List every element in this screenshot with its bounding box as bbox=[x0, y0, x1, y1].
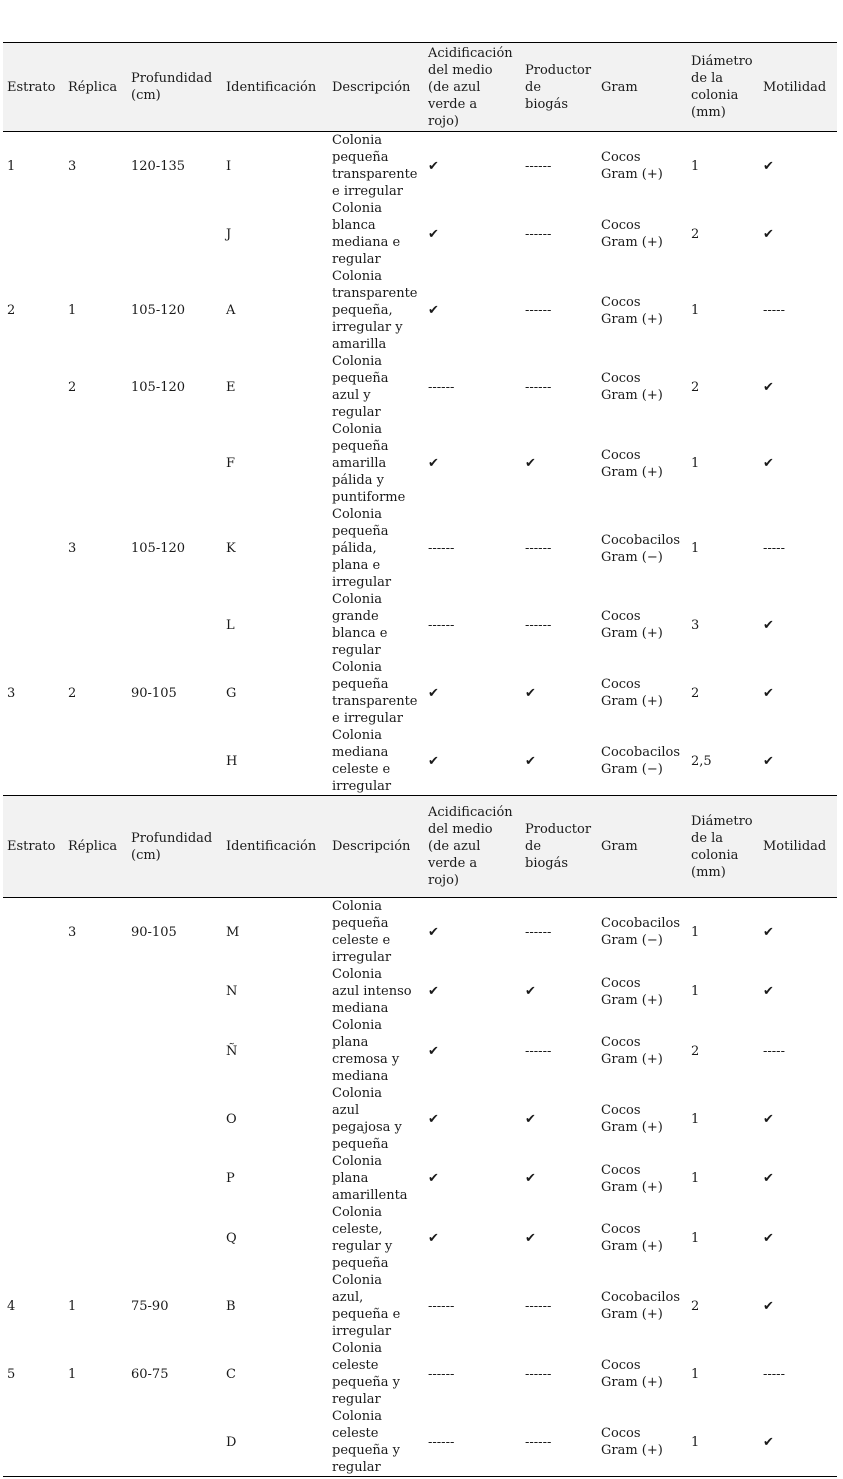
cell-acidificacion: ------ bbox=[428, 379, 455, 395]
cell-biogas: ✔ bbox=[525, 1230, 536, 1246]
header-identificacion: Identificación bbox=[226, 839, 317, 854]
cell-estrato bbox=[7, 966, 65, 1017]
cell-biogas: ------ bbox=[525, 541, 552, 556]
cell-gram: Cocobacilos Gram (+) bbox=[601, 1290, 681, 1322]
header-identificacion: Identificación bbox=[226, 79, 317, 95]
cell-replica bbox=[68, 1204, 128, 1272]
cell-descripcion: Colonia celeste pequeña y regular bbox=[332, 1341, 401, 1407]
cell-motilidad: ✔ bbox=[763, 1434, 774, 1450]
table-row bbox=[3, 1340, 837, 1408]
cell-acidificacion: ✔ bbox=[428, 158, 439, 174]
cell-motilidad: ----- bbox=[763, 1043, 785, 1059]
table-row bbox=[3, 506, 837, 591]
cell-motilidad: ✔ bbox=[763, 924, 774, 940]
cell-acidificacion: ✔ bbox=[428, 1111, 439, 1127]
cell-biogas: ✔ bbox=[525, 456, 536, 471]
table-row bbox=[3, 659, 837, 727]
header-biogas: Productor de biogás bbox=[525, 822, 592, 871]
cell-replica bbox=[68, 966, 128, 1017]
cell-profundidad bbox=[131, 1204, 223, 1272]
cell-estrato bbox=[7, 727, 65, 795]
cell-profundidad bbox=[131, 1085, 223, 1153]
cell-motilidad: ✔ bbox=[763, 685, 774, 701]
table-row bbox=[3, 132, 837, 200]
cell-motilidad: ----- bbox=[763, 303, 785, 318]
cell-diametro: 1 bbox=[691, 1366, 700, 1382]
cell-replica: 3 bbox=[68, 158, 77, 174]
cell-profundidad bbox=[131, 966, 223, 1017]
cell-descripcion: Colonia pequeña amarilla pálida y puntiforme bbox=[332, 422, 406, 505]
cell-acidificacion: ✔ bbox=[428, 1043, 439, 1059]
cell-identificacion: L bbox=[226, 617, 235, 633]
table-row bbox=[3, 200, 837, 268]
cell-estrato: 1 bbox=[7, 158, 16, 174]
cell-acidificacion: ------ bbox=[428, 1366, 455, 1382]
header-profundidad: Profundidad (cm) bbox=[131, 71, 213, 103]
header-gram: Gram bbox=[601, 839, 638, 854]
cell-replica: 3 bbox=[68, 541, 77, 556]
cell-diametro: 2 bbox=[691, 1043, 700, 1059]
cell-acidificacion: ✔ bbox=[428, 1171, 439, 1186]
cell-biogas: ✔ bbox=[525, 1171, 536, 1186]
cell-profundidad bbox=[131, 1408, 223, 1476]
cell-estrato bbox=[7, 1204, 65, 1272]
cell-replica: 1 bbox=[68, 303, 77, 318]
cell-descripcion: Colonia grande blanca e regular bbox=[332, 592, 388, 658]
cell-motilidad: ✔ bbox=[763, 1230, 774, 1246]
cell-gram: Cocobacilos Gram (−) bbox=[601, 532, 681, 565]
cell-descripcion: Colonia pequeña transparente e irregular bbox=[332, 133, 418, 199]
cell-estrato: 5 bbox=[7, 1366, 16, 1382]
cell-diametro: 1 bbox=[691, 1434, 700, 1450]
cell-replica: 2 bbox=[68, 379, 77, 395]
cell-identificacion: D bbox=[226, 1434, 237, 1450]
cell-motilidad: ✔ bbox=[763, 226, 774, 242]
cell-descripcion: Colonia azul intenso mediana bbox=[332, 967, 412, 1016]
cell-acidificacion: ✔ bbox=[428, 685, 439, 701]
cell-estrato bbox=[7, 591, 65, 659]
cell-profundidad bbox=[131, 200, 223, 268]
cell-estrato bbox=[7, 200, 65, 268]
cell-descripcion: Colonia pequeña celeste e irregular bbox=[332, 899, 392, 965]
cell-descripcion: Colonia plana cremosa y mediana bbox=[332, 1018, 400, 1084]
cell-diametro: 1 bbox=[691, 1111, 700, 1127]
cell-estrato bbox=[7, 1085, 65, 1153]
cell-biogas: ✔ bbox=[525, 1111, 536, 1127]
cell-estrato bbox=[7, 506, 65, 591]
cell-identificacion: Q bbox=[226, 1230, 237, 1246]
cell-biogas: ------ bbox=[525, 226, 552, 242]
cell-identificacion: F bbox=[226, 456, 236, 471]
cell-profundidad: 60-75 bbox=[131, 1366, 169, 1382]
cell-profundidad bbox=[131, 591, 223, 659]
header-motilidad: Motilidad bbox=[763, 79, 827, 95]
cell-estrato bbox=[7, 898, 65, 966]
cell-biogas: ✔ bbox=[525, 685, 536, 701]
cell-replica bbox=[68, 1153, 128, 1204]
cell-gram: Cocobacilos Gram (−) bbox=[601, 745, 681, 777]
cell-identificacion: H bbox=[226, 753, 238, 769]
table-section-1 bbox=[3, 42, 837, 796]
header-replica: Réplica bbox=[68, 79, 118, 95]
table-row bbox=[3, 898, 837, 966]
cell-acidificacion: ✔ bbox=[428, 1230, 439, 1246]
cell-descripcion: Colonia transparente pequeña, irregular y amarilla bbox=[332, 269, 418, 352]
cell-replica: 2 bbox=[68, 685, 77, 701]
header-gram: Gram bbox=[601, 79, 638, 95]
cell-profundidad: 90-105 bbox=[131, 685, 177, 701]
cell-gram: Cocos Gram (+) bbox=[601, 447, 663, 480]
cell-replica bbox=[68, 591, 128, 659]
cell-biogas: ------ bbox=[525, 379, 552, 395]
cell-profundidad bbox=[131, 421, 223, 506]
cell-profundidad bbox=[131, 727, 223, 795]
cell-diametro: 1 bbox=[691, 1171, 700, 1186]
cell-gram: Cocos Gram (+) bbox=[601, 1162, 663, 1195]
cell-acidificacion: ------ bbox=[428, 617, 455, 633]
cell-profundidad bbox=[131, 1017, 223, 1085]
header-acidificacion: Acidificación del medio (de azul verde a rojo) bbox=[428, 805, 513, 888]
table-row bbox=[3, 421, 837, 506]
cell-diametro: 2,5 bbox=[691, 753, 712, 769]
cell-profundidad bbox=[131, 1153, 223, 1204]
cell-estrato bbox=[7, 421, 65, 506]
cell-descripcion: Colonia pequeña transparente e irregular bbox=[332, 660, 418, 726]
cell-motilidad: ✔ bbox=[763, 984, 774, 999]
cell-gram: Cocos Gram (+) bbox=[601, 218, 663, 250]
cell-replica: 3 bbox=[68, 924, 77, 940]
header-replica: Réplica bbox=[68, 839, 118, 854]
table-row bbox=[3, 727, 837, 796]
cell-gram: Cocos Gram (+) bbox=[601, 294, 663, 327]
table-row bbox=[3, 1272, 837, 1340]
cell-motilidad: ✔ bbox=[763, 456, 774, 471]
table-section-2 bbox=[3, 795, 837, 1477]
cell-profundidad: 120-135 bbox=[131, 158, 186, 174]
cell-identificacion: P bbox=[226, 1171, 235, 1186]
cell-profundidad: 90-105 bbox=[131, 924, 177, 940]
cell-acidificacion: ✔ bbox=[428, 924, 439, 940]
cell-biogas: ✔ bbox=[525, 753, 536, 769]
header-acidificacion: Acidificación del medio (de azul verde a rojo) bbox=[428, 45, 513, 129]
cell-acidificacion: ------ bbox=[428, 541, 455, 556]
cell-descripcion: Colonia blanca mediana e regular bbox=[332, 201, 401, 267]
cell-replica: 1 bbox=[68, 1298, 77, 1314]
cell-biogas: ------ bbox=[525, 158, 552, 174]
cell-acidificacion: ------ bbox=[428, 1298, 455, 1314]
cell-descripcion: Colonia pequeña pálida, plana e irregular bbox=[332, 507, 392, 590]
cell-replica bbox=[68, 1408, 128, 1476]
cell-diametro: 2 bbox=[691, 226, 700, 242]
cell-estrato: 3 bbox=[7, 685, 16, 701]
cell-estrato: 4 bbox=[7, 1298, 16, 1314]
cell-motilidad: ✔ bbox=[763, 1111, 774, 1127]
cell-gram: Cocos Gram (+) bbox=[601, 677, 663, 709]
cell-gram: Cocos Gram (+) bbox=[601, 1426, 663, 1458]
cell-profundidad: 105-120 bbox=[131, 379, 186, 395]
cell-biogas: ------ bbox=[525, 1298, 552, 1314]
cell-profundidad: 75-90 bbox=[131, 1298, 169, 1314]
cell-diametro: 2 bbox=[691, 379, 700, 395]
cell-identificacion: E bbox=[226, 379, 236, 395]
cell-acidificacion: ✔ bbox=[428, 456, 439, 471]
cell-gram: Cocos Gram (+) bbox=[601, 1035, 663, 1067]
table-row bbox=[3, 1017, 837, 1085]
table-row bbox=[3, 1153, 837, 1204]
cell-descripcion: Colonia celeste pequeña y regular bbox=[332, 1409, 401, 1475]
table-row bbox=[3, 966, 837, 1017]
cell-descripcion: Colonia celeste, regular y pequeña bbox=[332, 1205, 393, 1271]
cell-estrato bbox=[7, 353, 65, 421]
cell-identificacion: K bbox=[226, 541, 236, 556]
cell-identificacion: C bbox=[226, 1366, 236, 1382]
cell-replica bbox=[68, 1085, 128, 1153]
cell-acidificacion: ✔ bbox=[428, 984, 439, 999]
cell-acidificacion: ------ bbox=[428, 1434, 455, 1450]
cell-motilidad: ✔ bbox=[763, 753, 774, 769]
cell-diametro: 1 bbox=[691, 303, 700, 318]
cell-diametro: 2 bbox=[691, 1298, 700, 1314]
cell-identificacion: G bbox=[226, 685, 237, 701]
cell-motilidad: ✔ bbox=[763, 1171, 774, 1186]
cell-profundidad: 105-120 bbox=[131, 541, 186, 556]
cell-diametro: 2 bbox=[691, 685, 700, 701]
cell-identificacion: Ñ bbox=[226, 1043, 238, 1059]
cell-replica bbox=[68, 1017, 128, 1085]
cell-descripcion: Colonia azul, pequeña e irregular bbox=[332, 1273, 401, 1339]
cell-identificacion: I bbox=[226, 158, 232, 174]
cell-gram: Cocobacilos Gram (−) bbox=[601, 916, 681, 948]
header-motilidad: Motilidad bbox=[763, 839, 827, 854]
cell-diametro: 1 bbox=[691, 541, 700, 556]
cell-gram: Cocos Gram (+) bbox=[601, 1222, 663, 1254]
cell-gram: Cocos Gram (+) bbox=[601, 1358, 663, 1390]
cell-replica: 1 bbox=[68, 1366, 77, 1382]
table-header-row bbox=[3, 795, 837, 898]
cell-profundidad: 105-120 bbox=[131, 303, 186, 318]
cell-estrato bbox=[7, 1017, 65, 1085]
cell-gram: Cocos Gram (+) bbox=[601, 609, 663, 641]
cell-motilidad: ----- bbox=[763, 1366, 785, 1382]
cell-identificacion: M bbox=[226, 924, 240, 940]
cell-descripcion: Colonia mediana celeste e irregular bbox=[332, 728, 392, 794]
cell-replica bbox=[68, 727, 128, 795]
cell-biogas: ------ bbox=[525, 617, 552, 633]
cell-estrato bbox=[7, 1408, 65, 1476]
cell-descripcion: Colonia plana amarillenta bbox=[332, 1154, 408, 1203]
cell-acidificacion: ✔ bbox=[428, 226, 439, 242]
cell-estrato: 2 bbox=[7, 303, 16, 318]
cell-motilidad: ✔ bbox=[763, 158, 774, 174]
cell-gram: Cocos Gram (+) bbox=[601, 150, 663, 182]
cell-diametro: 1 bbox=[691, 158, 700, 174]
header-descripcion: Descripción bbox=[332, 79, 411, 95]
header-estrato: Estrato bbox=[7, 839, 56, 854]
cell-motilidad: ✔ bbox=[763, 617, 774, 633]
cell-identificacion: B bbox=[226, 1298, 236, 1314]
cell-identificacion: O bbox=[226, 1111, 237, 1127]
table-row bbox=[3, 1408, 837, 1477]
table-row bbox=[3, 353, 837, 421]
cell-gram: Cocos Gram (+) bbox=[601, 975, 663, 1008]
header-diametro: Diámetro de la colonia (mm) bbox=[691, 813, 753, 880]
cell-identificacion: A bbox=[226, 303, 236, 318]
header-estrato: Estrato bbox=[7, 79, 56, 95]
cell-acidificacion: ✔ bbox=[428, 753, 439, 769]
table-header-row bbox=[3, 42, 837, 132]
cell-gram: Cocos Gram (+) bbox=[601, 371, 663, 403]
cell-replica bbox=[68, 421, 128, 506]
cell-diametro: 1 bbox=[691, 924, 700, 940]
cell-biogas: ------ bbox=[525, 1043, 552, 1059]
table-row bbox=[3, 1204, 837, 1272]
cell-estrato bbox=[7, 1153, 65, 1204]
cell-identificacion: N bbox=[226, 984, 238, 999]
cell-gram: Cocos Gram (+) bbox=[601, 1103, 663, 1135]
cell-replica bbox=[68, 200, 128, 268]
cell-diametro: 1 bbox=[691, 984, 700, 999]
cell-identificacion: J bbox=[226, 226, 232, 242]
cell-descripcion: Colonia pequeña azul y regular bbox=[332, 354, 389, 420]
cell-biogas: ------ bbox=[525, 1366, 552, 1382]
header-diametro: Diámetro de la colonia (mm) bbox=[691, 54, 753, 120]
cell-motilidad: ✔ bbox=[763, 1298, 774, 1314]
table-row bbox=[3, 268, 837, 353]
table-row bbox=[3, 1085, 837, 1153]
cell-diametro: 1 bbox=[691, 456, 700, 471]
header-descripcion: Descripción bbox=[332, 839, 411, 854]
table-row bbox=[3, 591, 837, 659]
cell-biogas: ✔ bbox=[525, 984, 536, 999]
header-biogas: Productor de biogás bbox=[525, 62, 592, 112]
cell-descripcion: Colonia azul pegajosa y pequeña bbox=[332, 1086, 402, 1152]
cell-biogas: ------ bbox=[525, 924, 552, 940]
header-profundidad: Profundidad (cm) bbox=[131, 830, 213, 863]
cell-diametro: 1 bbox=[691, 1230, 700, 1246]
cell-acidificacion: ✔ bbox=[428, 303, 439, 318]
cell-biogas: ------ bbox=[525, 303, 552, 318]
cell-diametro: 3 bbox=[691, 617, 700, 633]
cell-motilidad: ✔ bbox=[763, 379, 774, 395]
cell-biogas: ------ bbox=[525, 1434, 552, 1450]
cell-motilidad: ----- bbox=[763, 541, 785, 556]
